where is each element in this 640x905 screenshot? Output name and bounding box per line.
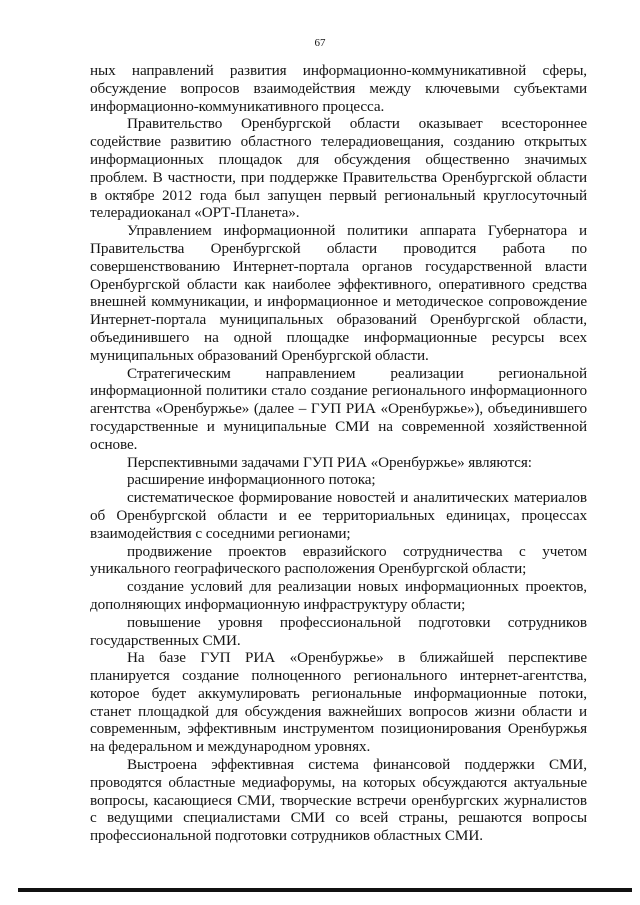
document-body — [90, 62, 587, 845]
bottom-rule — [18, 888, 632, 892]
paragraph-strategic-direction: Стратегическим направлением реализации региональной информационной политики стало создание регионального информационного агентства «Оренбуржье» (далее – ГУП РИА «Оренбуржье»), объединившего государственные и муниципальные СМИ на современной хозяйственной основе. — [90, 364, 587, 453]
paragraph-continuation: ных направлений развития информационно-коммуникативной сферы, обсуждение вопросов взаимодействия между ключевыми субъектами информационно-коммуникативного процесса. — [90, 62, 587, 115]
task-item: расширение информационного потока; — [127, 471, 376, 489]
paragraph-financial-support: Выстроена эффективная система финансовой поддержки СМИ, проводятся областные медиафорумы, на которых обсуждаются актуальные вопросы, касающиеся СМИ, творческие встречи оренбургских журналистов с ведущими специалистами СМИ со всей страны, решаются вопросы профессиональной подготовки сотрудников областных СМИ. — [90, 756, 587, 845]
page-number: 67 — [314, 37, 326, 49]
paragraph-tasks-intro: Перспективными задачами ГУП РИА «Оренбуржье» являются: — [127, 453, 532, 471]
task-item: систематическое формирование новостей и аналитических материалов об Оренбургской области и ее территориальных единицах, процессах взаимодействия с соседними регионами; — [90, 489, 587, 542]
paragraph-internet-agency: На базе ГУП РИА «Оренбуржье» в ближайшей перспективе планируется создание полноценного регионального интернет-агентства, которое будет аккумулировать региональные информационные потоки, станет площадкой для обсуждения важнейших вопросов жизни области и современным, эффективным инструментом позиционирования Оренбуржья на федеральном и международном уровнях. — [90, 649, 587, 756]
task-item: создание условий для реализации новых информационных проектов, дополняющих информационную инфраструктуру области; — [90, 578, 587, 613]
task-item: продвижение проектов евразийского сотрудничества с учетом уникального географического расположения Оренбургской области; — [90, 542, 587, 578]
paragraph-government-support: Правительство Оренбургской области оказывает всестороннее содействие развитию областного телерадиовещания, созданию открытых информационных площадок для обсуждения общественно значимых проблем. В частности, при поддержке Правительства Оренбургской области в октябре 2012 года был запущен первый региональный круглосуточный телерадиоканал «ОРТ-Планета». — [90, 115, 587, 222]
paragraph-internet-portal: Управлением информационной политики аппарата Губернатора и Правительства Оренбургской области проводится работа по совершенствованию Интернет-портала органов государственной власти Оренбургской области как наиболее эффективного, оперативного средства внешней коммуникации, и информационное и методическое сопровождение Интернет-портала муниципальных образований Оренбургской области, объединившего на одной площадке информационные ресурсы всех муниципальных образований Оренбургской области. — [90, 222, 587, 364]
task-item: повышение уровня профессиональной подготовки сотрудников государственных СМИ. — [90, 613, 587, 649]
